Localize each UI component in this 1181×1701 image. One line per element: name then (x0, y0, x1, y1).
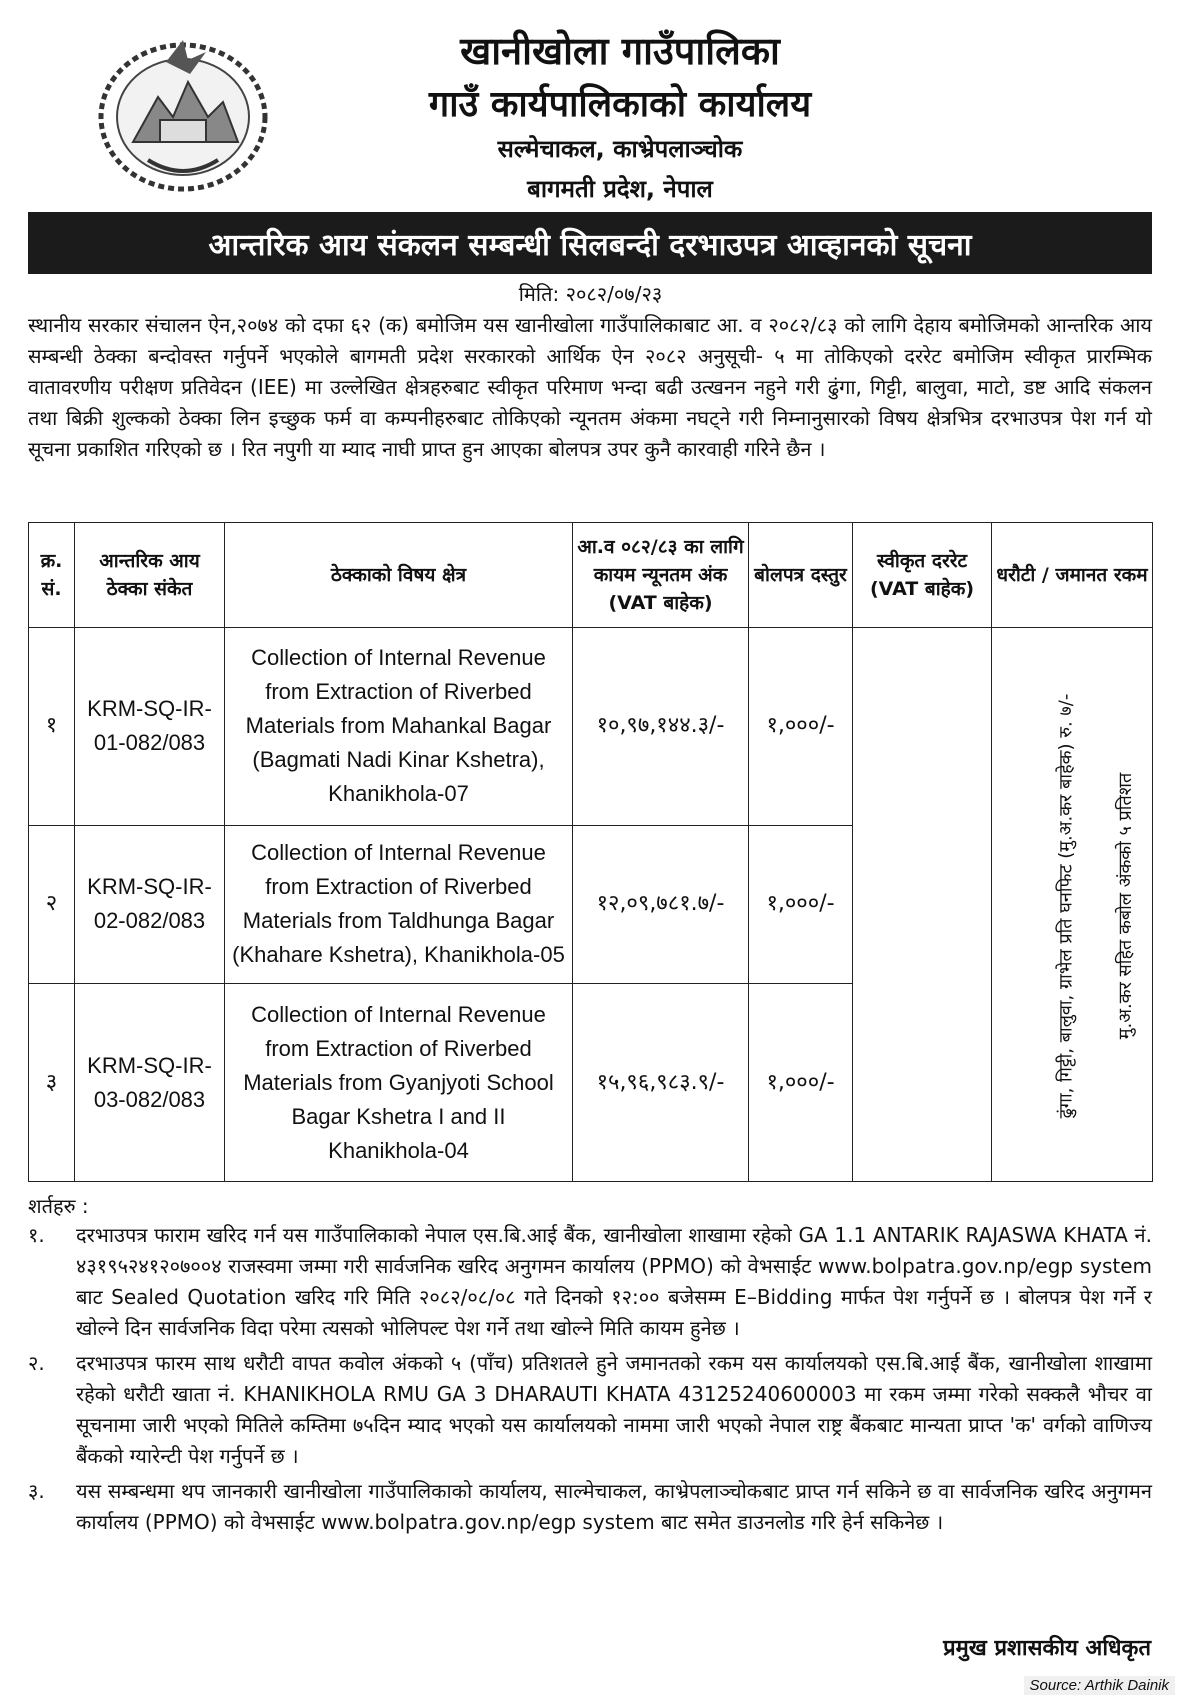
office-address: सल्मेचाकल, काभ्रेपलाञ्चोक (497, 135, 743, 163)
notice-title: आन्तरिक आय संकलन सम्बन्धी सिलबन्दी दरभाउपत्र आव्हानको सूचना (208, 227, 972, 263)
term-item (28, 1348, 1152, 1472)
row-code: KRM-SQ-IR-02-082/083 (75, 825, 225, 983)
header-deposit: धरौटी / जमानत रकम (992, 523, 1153, 628)
header-fee: बोलपत्र दस्तुर (749, 523, 853, 628)
office-name: गाउँ कार्यपालिकाको कार्यालय (428, 84, 812, 125)
deposit-text: मु.अ.कर सहित कबोल अंकको ५ प्रतिशत (1115, 772, 1137, 1039)
signatory-title: प्रमुख प्रशासकीय अधिकृत (943, 1636, 1151, 1661)
row-fee: १,०००/- (749, 984, 853, 1182)
term-number: १. (28, 1223, 45, 1247)
table-header-row (29, 523, 1153, 628)
table-row (29, 628, 1153, 826)
intro-paragraph: स्थानीय सरकार संचालन ऐन,२०७४ को दफा ६२ (क) बमोजिम यस खानीखोला गाउँपालिकाबाट आ. व २०८२/८३ को लागि देहाय बमोजिमको आन्तरिक आय सम्बन्धी ठेक्का बन्दोवस्त गर्नुपर्ने भएकोले बागमती प्रदेश सरकारको आर्थिक ऐन २०८२ अनुसूची- ५ मा तोकिएको दररेट बमोजिम स्वीकृत प्रारम्भिक वातावरणीय परीक्षण प्रतिवेदन (IEE) मा उल्लेखित क्षेत्रहरुबाट स्वीकृत परिमाण भन्दा बढी उत्खनन नहुने गरी ढुंगा, गिट्टी, बालुवा, माटो, डष्ट आदि संकलन तथा बिक्री शुल्कको ठेक्का लिन इच्छुक फर्म वा कम्पनीहरुबाट तोकिएको न्यूनतम अंकमा नघट्ने गरी निम्नानुसारको विषय क्षेत्रभित्र दरभाउपत्र पेश गर्न यो सूचना प्रकाशित गरिएको छ । रित नपुगी या म्याद नाघी प्राप्त हुन आएका बोलपत्र उपर कुनै कारवाही गरिने छैन । (28, 313, 1152, 461)
header-min-amount: आ.व ०८२/८३ का लागि कायम न्यूनतम अंक (VAT बाहेक) (573, 523, 749, 628)
header-sn: क्र. सं. (29, 523, 75, 628)
rate-text: ढुंगा, गिट्टी, बालुवा, ग्राभेल प्रति घनफिट (मु.अ.कर बाहेक) रु. ७/- (1055, 693, 1077, 1118)
rate-cell (853, 628, 1077, 1182)
notice-title-banner (28, 212, 1152, 274)
row-code: KRM-SQ-IR-01-082/083 (75, 628, 225, 826)
row-fee: १,०००/- (749, 628, 853, 826)
term-number: ३. (28, 1479, 45, 1503)
row-subject: Collection of Internal Revenue from Extraction of Riverbed Materials from Gyanjyoti School Bagar Kshetra I and II Khanikhola-04 (225, 984, 573, 1182)
term-item (28, 1220, 1152, 1344)
term-number: २. (28, 1351, 45, 1375)
row-subject: Collection of Internal Revenue from Extraction of Riverbed Materials from Mahankal Bagar (Bagmati Nadi Kinar Kshetra), Khanikhola-07 (225, 628, 573, 826)
nepal-emblem-logo (88, 22, 278, 197)
header-code: आन्तरिक आय ठेक्का संकेत (75, 523, 225, 628)
source-credit: Source: Arthik Dainik (1024, 1676, 1176, 1695)
row-sn: ३ (29, 984, 75, 1182)
header-rate: स्वीकृत दररेट (VAT बाहेक) (853, 523, 992, 628)
row-fee: १,०००/- (749, 825, 853, 983)
tender-table (28, 522, 1153, 1182)
term-text: दरभाउपत्र फारम साथ धरौटी वापत कवोल अंकको ५ (पाँच) प्रतिशतले हुने जमानतको रकम यस कार्यालयको एस.बि.आई बैंक, खानीखोला शाखामा रहेको धरौटी खाता नं. KHANIKHOLA RMU GA 3 DHARAUTI KHATA 43125240600003 मा रकम जम्मा गरेको सक्कलै भौचर वा सूचनामा जारी भएको मितिले कम्तिमा ७५दिन म्याद भएको यस कार्यालयको नाममा जारी भएको नेपाल राष्ट्र बैंकबाट मान्यता प्राप्त 'क' वर्गको वाणिज्य बैंकको ग्यारेन्टी पेश गर्नुपर्ने छ । (76, 1351, 1152, 1468)
header-subject: ठेक्काको विषय क्षेत्र (225, 523, 573, 628)
term-text: यस सम्बन्धमा थप जानकारी खानीखोला गाउँपालिकाको कार्यालय, साल्मेचाकल, काभ्रेपलाञ्चोकबाट प्राप्त गर्न सकिने छ वा सार्वजनिक खरिद अनुगमन कार्यालय (PPMO) को वेभसाईट www.bolpatra.gov.np/egp system बाट समेत डाउनलोड गरि हेर्न सकिनेछ । (76, 1479, 1152, 1534)
row-min-amount: १५,९६,९८३.९/- (573, 984, 749, 1182)
province-country: बागमती प्रदेश, नेपाल (527, 175, 713, 203)
notice-date: मिति: २०८२/०७/२३ (518, 282, 663, 306)
term-text: दरभाउपत्र फाराम खरिद गर्न यस गाउँपालिकाको नेपाल एस.बि.आई बैंक, खानीखोला शाखामा रहेको GA 1.1 ANTARIK RAJASWA KHATA नं. ४३१९५२४१२०७००४ राजस्वमा जम्मा गरी सार्वजनिक खरिद अनुगमन कार्यालय (PPMO) को वेभसाईट www.bolpatra.gov.np/egp system बाट Sealed Quotation खरिद गरि मिति २०८२/०८/०८ गते दिनको १२:०० बजेसम्म E–Bidding मार्फत पेश गर्नुपर्ने छ । बोलपत्र पेश गर्ने र खोल्ने दिन सार्वजनिक विदा परेमा त्यसको भोलिपल्ट पेश गर्ने तथा खोल्ने मिति कायम हुनेछ । (76, 1223, 1152, 1340)
row-min-amount: १०,९७,१४४.३/- (573, 628, 749, 826)
row-sn: १ (29, 628, 75, 826)
row-sn: २ (29, 825, 75, 983)
terms-heading: शर्तहरु : (28, 1194, 89, 1218)
row-subject: Collection of Internal Revenue from Extraction of Riverbed Materials from Taldhunga Bagar (Khahare Kshetra), Khanikhola-05 (225, 825, 573, 983)
term-item (28, 1476, 1152, 1538)
row-min-amount: १२,०९,७८१.७/- (573, 825, 749, 983)
municipality-name: खानीखोला गाउँपालिका (460, 29, 780, 73)
row-code: KRM-SQ-IR-03-082/083 (75, 984, 225, 1182)
